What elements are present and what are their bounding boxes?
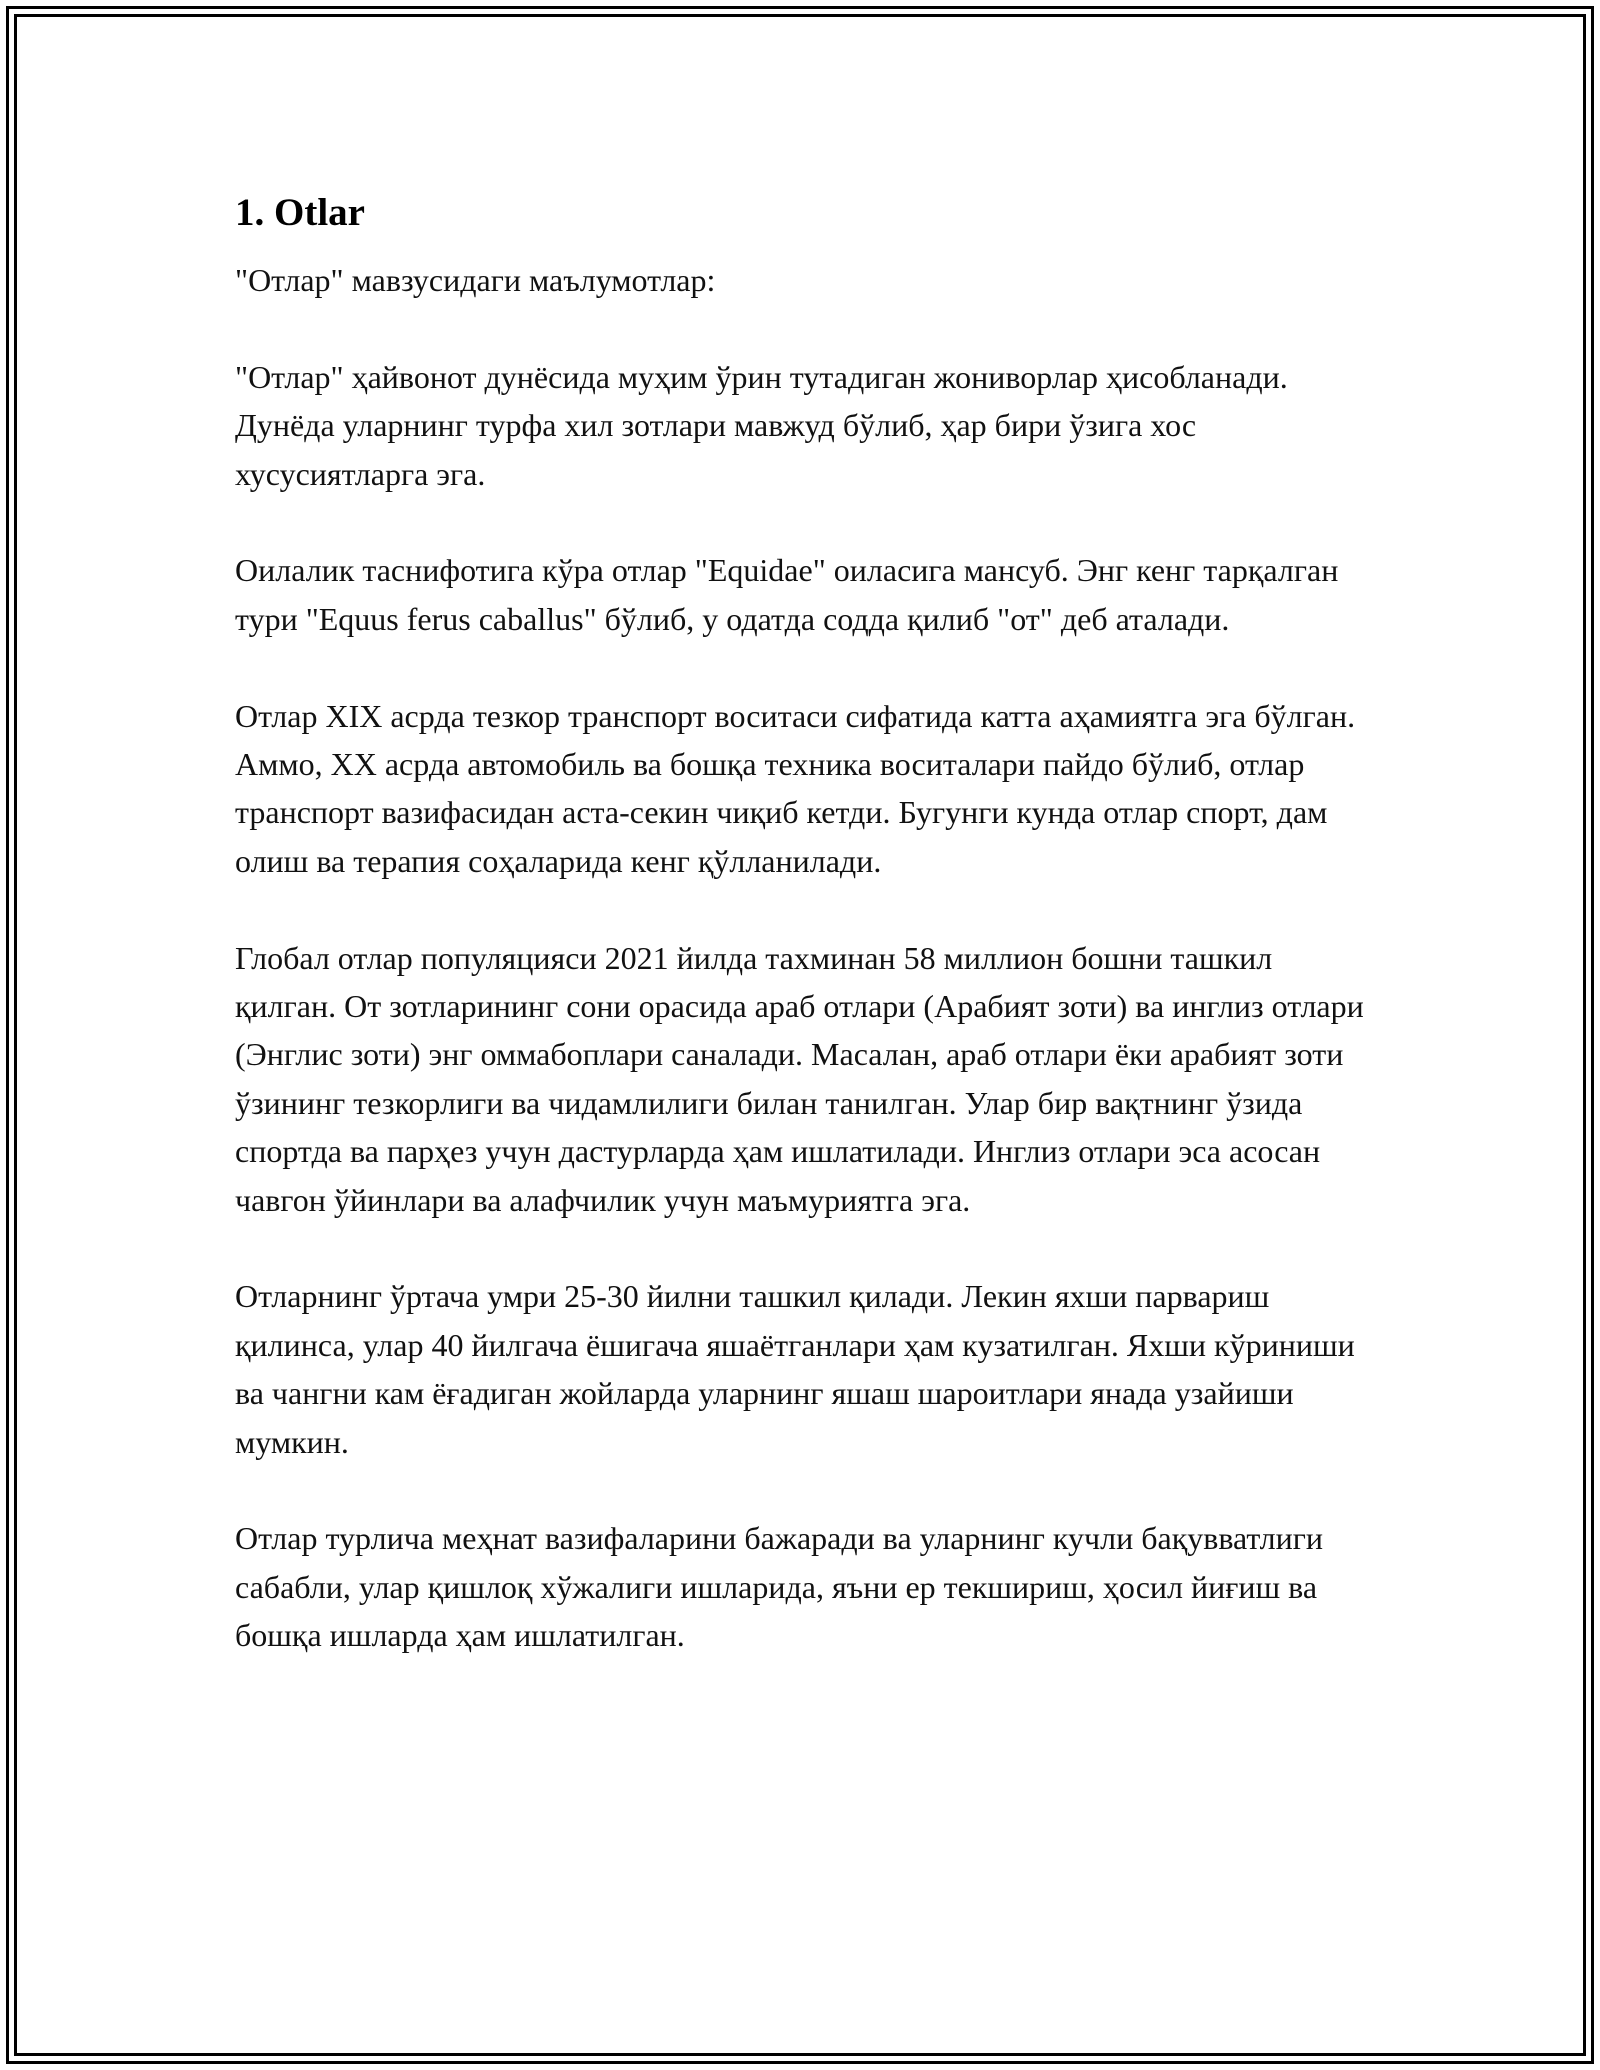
- paragraph-intro: "Отлар" мавзусидаги маълумотлар:: [235, 262, 716, 298]
- paragraph-taxonomy: Оилалик таснифотига кўра отлар "Equidae" оиласига мансуб. Энг кенг тарқалган тури "Equus ferus caballus" бўлиб, у одатда содда қилиб "от" деб аталади.: [235, 552, 1339, 637]
- paragraph-overview: "Отлар" ҳайвонот дунёсида муҳим ўрин тутадиган жониворлар ҳисобланади. Дунёда уларнинг турфа хил зотлари мавжуд бўлиб, ҳар бири ўзига хос хусусиятларга эга.: [235, 358, 1288, 492]
- document-body: [235, 190, 1375, 1708]
- paragraph-labor: Отлар турлича меҳнат вазифаларини бажаради ва уларнинг кучли бақувватлиги сабабли, улар қишлоқ хўжалиги ишларида, яъни ер текшириш, ҳосил йиғиш ва бошқа ишларда ҳам ишлатилган.: [235, 1520, 1323, 1654]
- document-title: 1. Otlar: [235, 191, 365, 234]
- paragraph-population: Глобал отлар популяцияси 2021 йилда тахминан 58 миллион бошни ташкил қилган. От зотларининг сони орасида араб отлари (Арабият зоти) ва инглиз отлари (Энглис зоти) энг оммабоплари саналади. Масалан, араб отлари ёки арабият зоти ўзининг тезкорлиги ва чидамлилиги билан танилган. Улар бир вақтнинг ўзида спортда ва парҳез учун дастурларда ҳам ишлатилади. Инглиз отлари эса асосан чавгон ўйинлари ва алафчилик учун маъмуриятга эга.: [235, 939, 1364, 1218]
- paragraph-history: Отлар XIX асрда тезкор транспорт воситаси сифатида катта аҳамиятга эга бўлган. Аммо, XX асрда автомобиль ва бошқа техника воситалари пайдо бўлиб, отлар транспорт вазифасидан аста-секин чиқиб кетди. Бугунги кунда отлар спорт, дам олиш ва терапия соҳаларида кенг қўлланилади.: [235, 697, 1356, 879]
- paragraph-lifespan: Отларнинг ўртача умри 25-30 йилни ташкил қилади. Лекин яхши парвариш қилинса, улар 40 йилгача ёшигача яшаётганлари ҳам кузатилган. Яхши кўриниши ва чангни кам ёғадиган жойларда уларнинг яшаш шароитлари янада узайиши мумкин.: [235, 1278, 1355, 1460]
